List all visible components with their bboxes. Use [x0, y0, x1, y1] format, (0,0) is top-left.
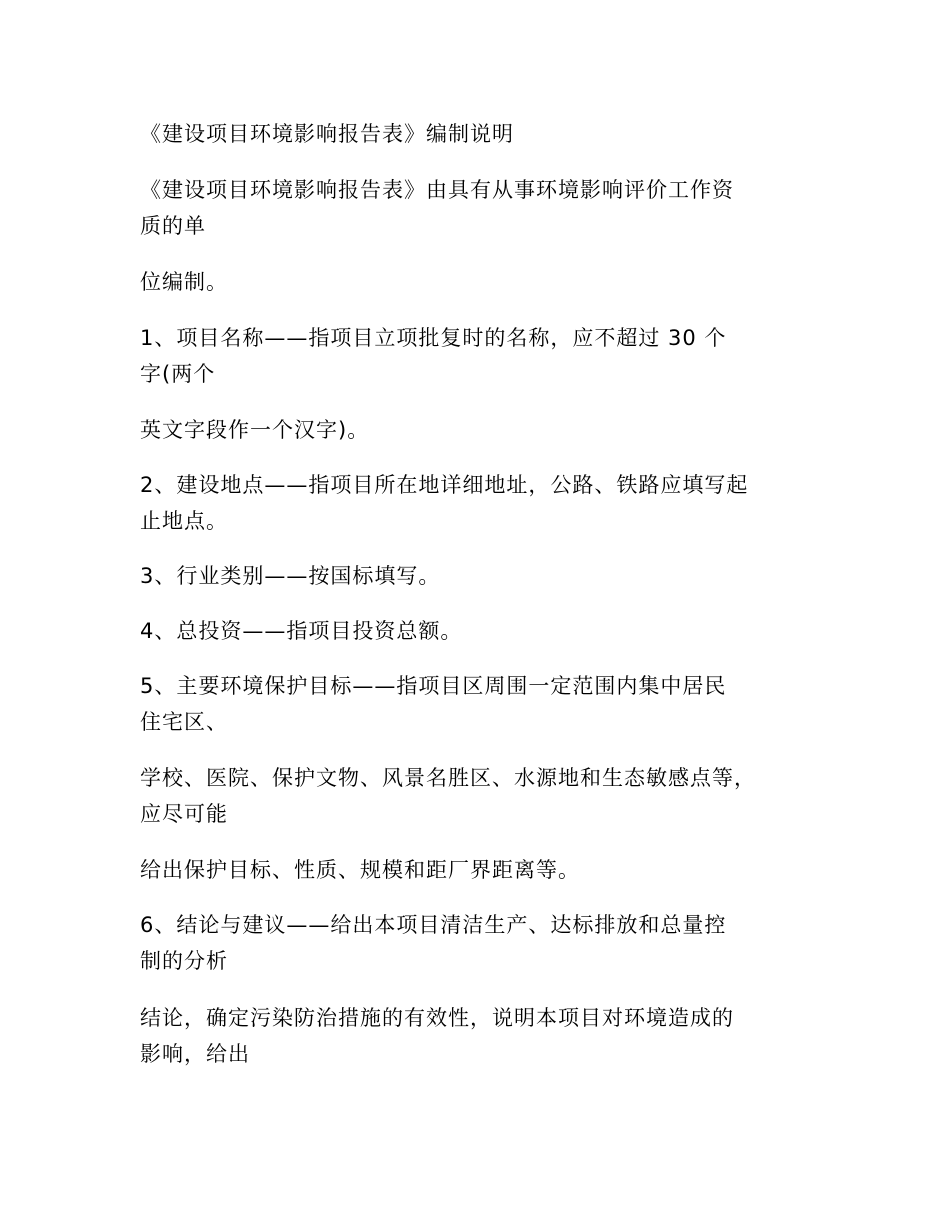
- text-line: 住宅区、: [140, 710, 228, 734]
- text-line: 3、行业类别——按国标填写。: [140, 564, 441, 588]
- text-line: 6、结论与建议——给出本项目清洁生产、达标排放和总量控: [140, 913, 727, 937]
- text-line: 英文字段作一个汉字)。: [140, 418, 370, 442]
- text-line: 质的单: [140, 214, 206, 238]
- paragraph-item-1: [140, 320, 820, 392]
- text-line: 1、项目名称——指项目立项批复时的名称，应不超过 30 个: [140, 326, 727, 350]
- text-line: 《建设项目环境影响报告表》由具有从事环境影响评价工作资: [140, 178, 734, 202]
- text-line: 制的分析: [140, 949, 228, 973]
- text-line: 学校、医院、保护文物、风景名胜区、水源地和生态敏感点等，: [140, 766, 756, 790]
- document-title: [140, 116, 820, 152]
- text-line: 结论，确定污染防治措施的有效性，说明本项目对环境造成的: [140, 1006, 734, 1030]
- text-line: 5、主要环境保护目标——指项目区周围一定范围内集中居民: [140, 674, 727, 698]
- text-line: 位编制。: [140, 270, 228, 294]
- paragraph-intro: [140, 172, 820, 244]
- text-line: 字(两个: [140, 362, 216, 386]
- paragraph-item-1-cont: [140, 412, 820, 448]
- paragraph-intro-cont: [140, 264, 820, 300]
- text-line: 影响，给出: [140, 1042, 250, 1066]
- text-line: 给出保护目标、性质、规模和距厂界距离等。: [140, 858, 580, 882]
- paragraph-item-6-cont: [140, 1000, 820, 1072]
- text-line: 应尽可能: [140, 802, 228, 826]
- paragraph-item-5-end: [140, 852, 820, 888]
- paragraph-item-5-cont: [140, 760, 820, 832]
- paragraph-item-5: [140, 668, 820, 740]
- paragraph-item-4: [140, 613, 820, 649]
- text-line: 《建设项目环境影响报告表》编制说明: [140, 122, 514, 146]
- paragraph-item-6: [140, 907, 820, 979]
- paragraph-item-3: [140, 558, 820, 594]
- text-line: 4、总投资——指项目投资总额。: [140, 619, 463, 643]
- text-line: 2、建设地点——指项目所在地详细地址，公路、铁路应填写起: [140, 473, 749, 497]
- paragraph-item-2: [140, 467, 820, 539]
- text-line: 止地点。: [140, 509, 228, 533]
